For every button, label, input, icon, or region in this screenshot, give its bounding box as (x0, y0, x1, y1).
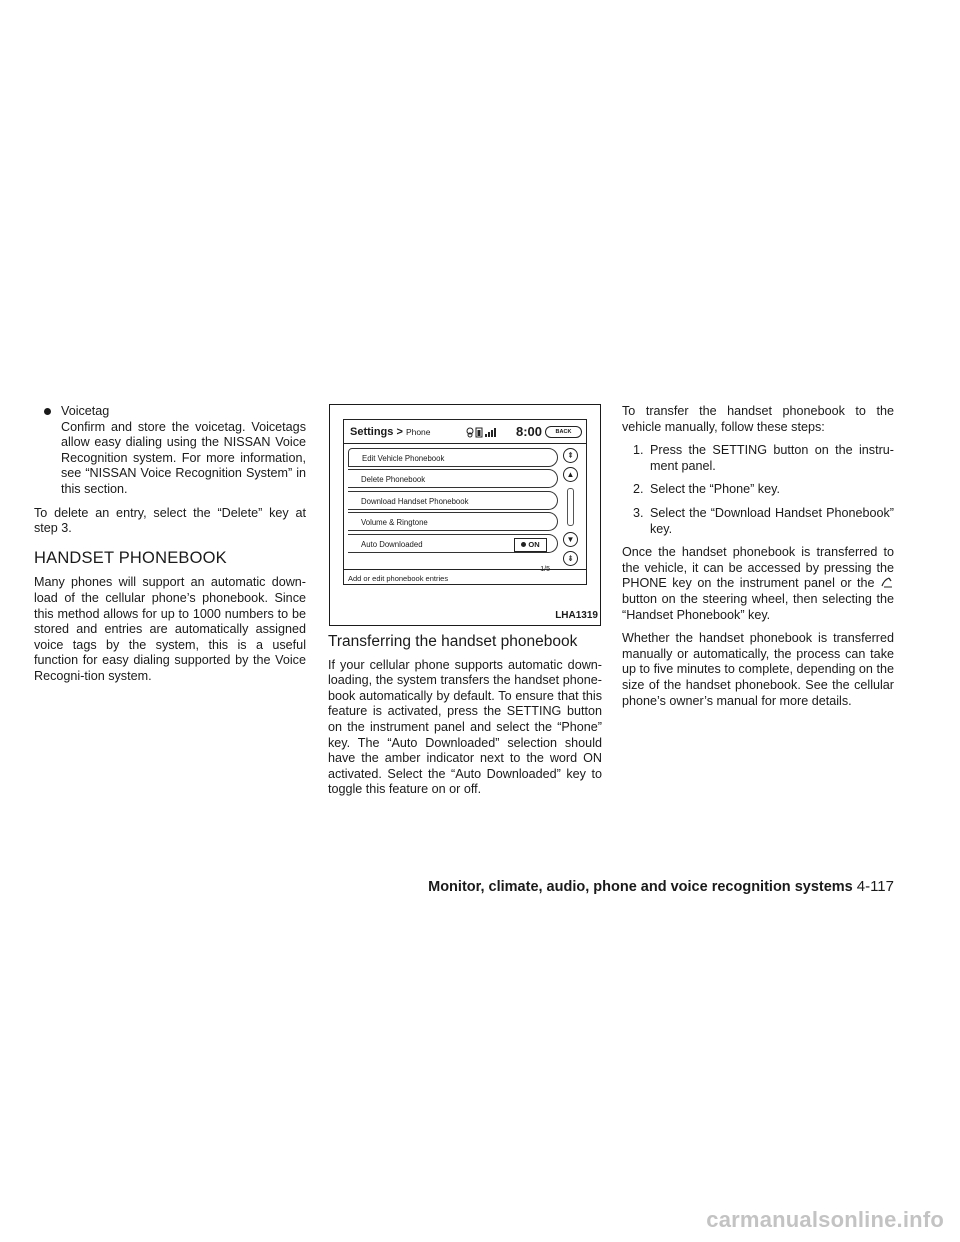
section-heading: HANDSET PHONEBOOK (34, 548, 227, 567)
right-column (622, 404, 894, 717)
footer-section-title: Monitor, climate, audio, phone and voice recognition systems (428, 879, 853, 895)
steps-list (622, 443, 894, 537)
bullet-icon (44, 408, 51, 415)
menu-item: Delete Phonebook (348, 469, 558, 488)
footer-divider (344, 569, 586, 570)
display-screen (343, 419, 587, 585)
delete-paragraph: To delete an entry, select the “Delete” key at step 3. (34, 505, 306, 536)
screen-footer-text: Add or edit phonebook entries (348, 574, 449, 583)
intro-paragraph: To transfer the handset phonebook to the vehicle manually, follow these steps: (622, 404, 894, 434)
scroll-up-icon: ▲ (563, 467, 578, 482)
menu-item-auto-downloaded: Auto Downloaded ON (348, 534, 558, 553)
step-item: 1. Press the SETTING button on the instru-ment panel. (633, 443, 894, 473)
page-indicator: 1/5 (540, 566, 550, 573)
page-number: 4-117 (856, 878, 894, 895)
on-indicator: ON (514, 538, 547, 552)
status-icons (466, 426, 504, 438)
page-footer (428, 878, 894, 895)
page-down-icon: ⇟ (563, 551, 578, 566)
back-button: BACK (545, 426, 582, 438)
duration-paragraph: Whether the handset phonebook is transferred manually or automatically, the process can take up to five minutes to complete, depending on the size of the handset phonebook. See the cellular phone’s owner’s manual for more details. (622, 631, 894, 708)
subsection-heading: Transferring the handset phonebook (328, 633, 578, 650)
phone-settings-figure (329, 404, 601, 626)
settings-menu (348, 448, 558, 555)
menu-item: Edit Vehicle Phonebook (348, 448, 558, 467)
indicator-dot-icon (521, 542, 526, 547)
middle-column (328, 404, 602, 806)
bullet-body: Confirm and store the voicetag. Voicetags allow easy dialing using the NISSAN Voice Recognition system. For more information, see “NISSAN Voice Recognition System” in this section. (61, 419, 306, 496)
section-paragraph: Many phones will support an automatic down-load of the cellular phone’s phonebook. Since this method allows for up to 1000 numbers to be stored and entries are automatically assigned voice tags by the system, this is a useful function for easy dialing supported by the Voice Recogni-tion system. (34, 575, 306, 683)
scroll-down-icon: ▼ (563, 532, 578, 547)
screen-subtitle: Phone (405, 427, 431, 437)
auto-download-paragraph: If your cellular phone supports automatic down-loading, the system transfers the handset phone-book automatically by default. To ensure that this feature is activated, press the SETTING button on the instrument panel and select the “Phone” key. The “Auto Downloaded” selection should have the amber indicator next to the word ON activated. Select the “Auto Downloaded” key to toggle this feature on or off. (328, 657, 602, 797)
scroll-controls (563, 448, 581, 564)
figure-code: LHA1319 (555, 610, 598, 622)
bullet-title: Voicetag (61, 404, 110, 418)
voicetag-bullet (34, 404, 306, 498)
access-paragraph: Once the handset phonebook is transferred to the vehicle, it can be accessed by pressing the PHONE key on the instrument panel or the button on the steering wheel, then selecting the “Handset Phonebook” key. (622, 545, 894, 622)
left-column (34, 404, 306, 693)
steering-phone-icon (880, 576, 894, 588)
clock: 8:00 (515, 424, 542, 439)
watermark: carmanualsonline.info (706, 1207, 944, 1232)
screen-title: Settings > (350, 426, 403, 438)
header-divider (344, 443, 586, 444)
step-item: 3. Select the “Download Handset Phonebook” key. (633, 505, 894, 536)
scrollbar (567, 488, 574, 526)
step-item: 2. Select the “Phone” key. (633, 482, 780, 497)
menu-item: Volume & Ringtone (348, 512, 558, 531)
page-up-icon: ⇞ (563, 448, 578, 463)
menu-item: Download Handset Phonebook (348, 491, 558, 510)
